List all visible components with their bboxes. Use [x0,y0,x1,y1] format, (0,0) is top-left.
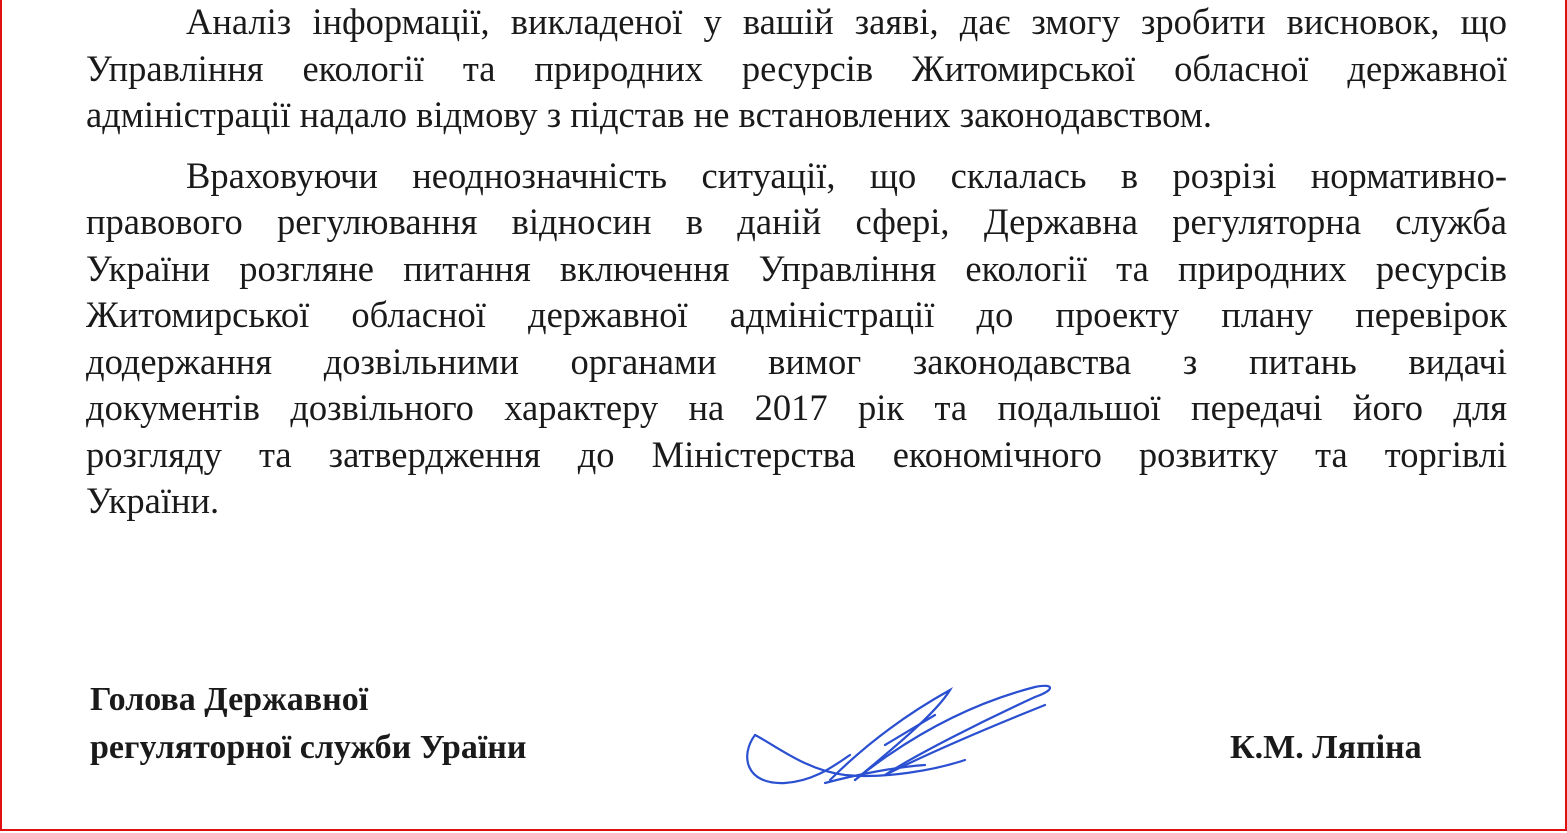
text-line: Враховуючи неоднозначність ситуації, що склалась в розрізі нормативно- [186,154,1507,196]
text-line: правового регулювання відносин в даній сфері, Державна регуляторна служба [86,201,1507,242]
text-line: документів дозвільного характеру на 2017 рік та подальшої передачі його для [86,387,1507,428]
text-line: Аналіз інформації, викладеної у вашій заяві, дає змогу зробити висновок, що [186,1,1507,42]
paragraph-1 [86,0,1507,139]
text-line: розгляду та затвердження до Міністерства економічного розвитку та торгівлі [86,433,1507,475]
text-line: адміністрації надало відмову з підстав не встановлених законодавством. [86,94,1212,135]
signatory-title [90,676,526,772]
text-line: України. [86,480,220,521]
signatory-name: К.М. Ляпіна [1230,729,1422,766]
text-line: Управління екології та природних ресурсів Житомирської обласної державної [86,47,1507,89]
letter-body [86,0,1507,525]
signatory-title-line-1: Голова Державної [90,681,369,718]
text-line: Житомирської обласної державної адміністрації до проекту плану перевірок [86,294,1507,335]
handwritten-signature [735,675,1075,795]
text-line: України розгляне питання включення Управління екології та природних ресурсів [86,247,1507,289]
paragraph-2 [86,153,1507,525]
signatory-title-line-2: регуляторної служби Ураїни [90,729,527,766]
text-line: додержання дозвільними органами вимог законодавства з питань видачі [86,340,1507,382]
